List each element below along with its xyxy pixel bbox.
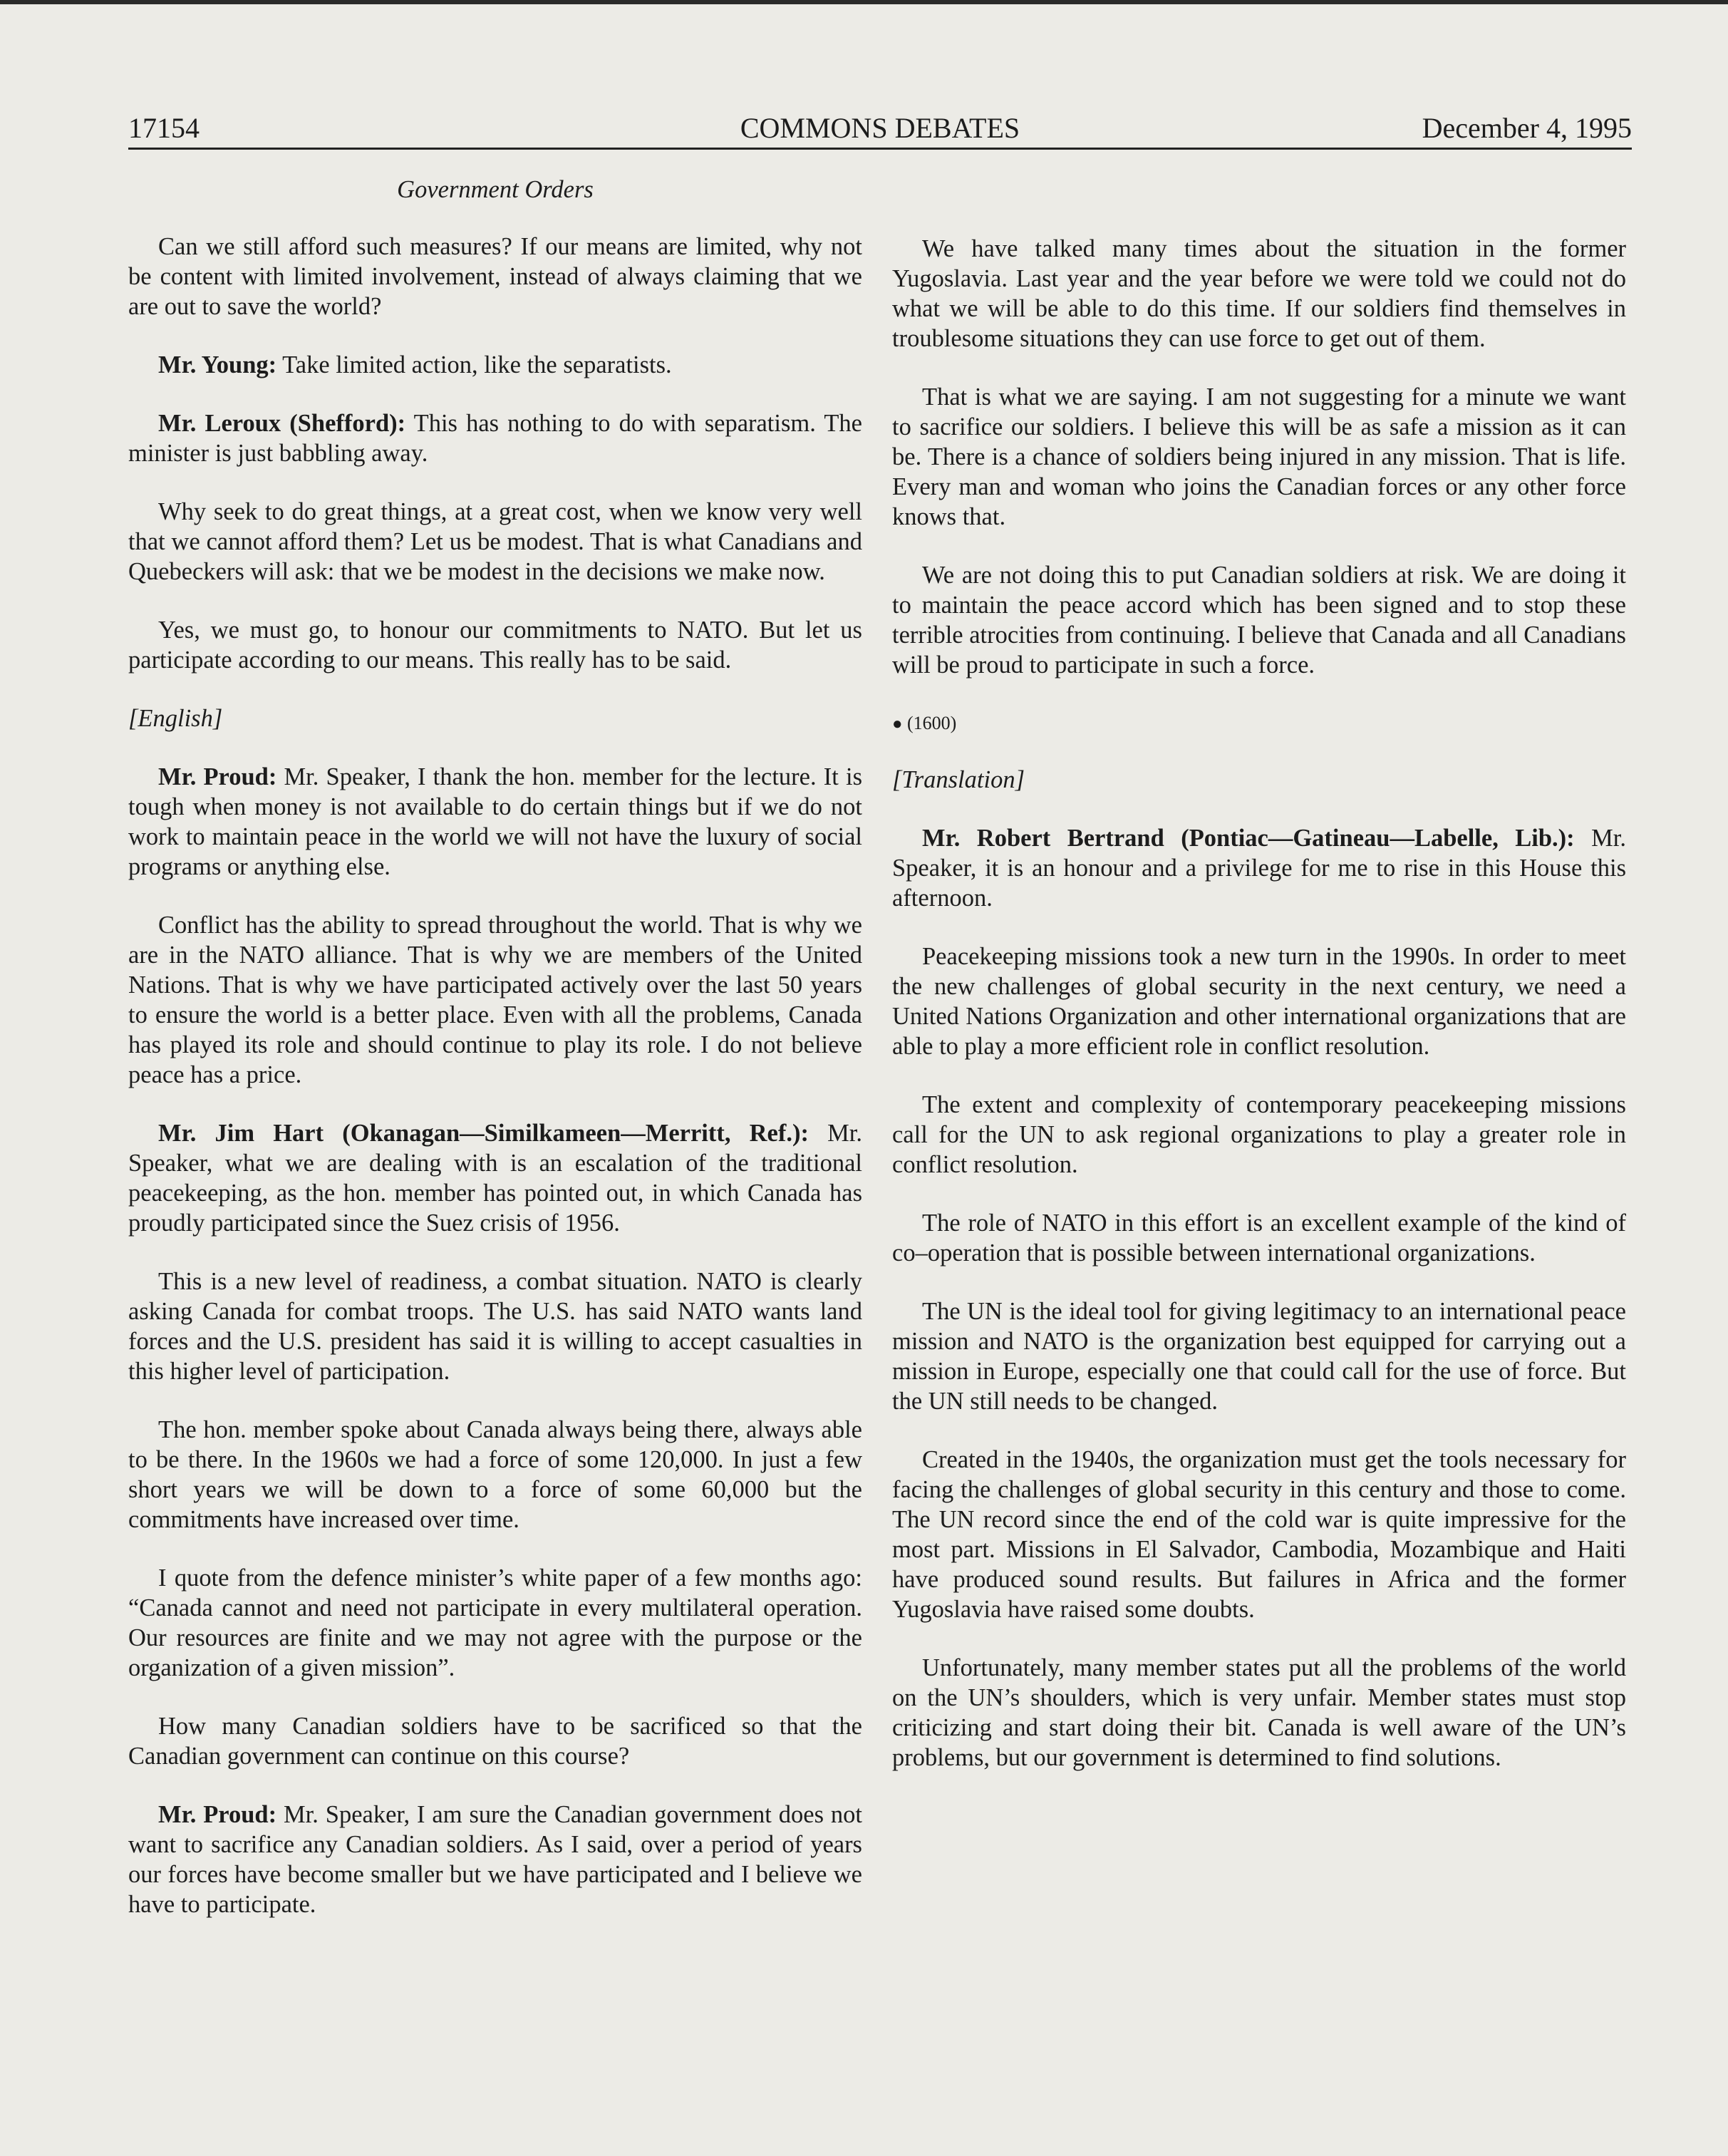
paragraph: Peacekeeping missions took a new turn in the 1990s. In order to meet the new challenges of global security in the next century, we need a United Nations Organization and other international organizations that are able to play a more efficient role in conflict resolution. xyxy=(892,943,1626,1060)
paragraph: The role of NATO in this effort is an excellent example of the kind of co–operation that is possible between international organizations. xyxy=(892,1209,1626,1267)
paragraph: Yes, we must go, to honour our commitments to NATO. But let us participate according to our means. This really has to be said. xyxy=(128,617,862,674)
paragraph: We have talked many times about the situation in the former Yugoslavia. Last year and the year before we were told we could not do what we will be able to do this time. If our soldiers find themselves in troublesome situations they can use force to get out of them. xyxy=(892,235,1626,352)
paragraph: The extent and complexity of contemporary peacekeeping missions call for the UN to ask regional organizations to play a greater role in conflict resolution. xyxy=(892,1091,1626,1178)
language-marker: [English] xyxy=(128,705,223,732)
paragraph: Conflict has the ability to spread throughout the world. That is why we are in the NATO alliance. That is why we are members of the United Nations. That is why we have participated actively over the last 50 years to ensure the world is a better place. Even with all the problems, Canada has played its role and should continue to play its role. I do not believe peace has a price. xyxy=(128,912,862,1088)
paragraph: The hon. member spoke about Canada always being there, always able to be there. In the 1960s we had a force of some 120,000. In just a few short years we will be down to a force of some 60,000 but the commitments have increased over time. xyxy=(128,1416,862,1533)
speech-text: Mr. Speaker, I thank the hon. member for the lecture. It is tough when money is not available to do certain things but if we do not work to maintain peace in the world we will not have the luxury of social programs or anything else. xyxy=(128,763,862,880)
paragraph: Why seek to do great things, at a great cost, when we know very well that we cannot afford them? Let us be modest. That is what Canadians and Quebeckers will ask: that we be modest in the decisions we make now. xyxy=(128,498,862,585)
paragraph: I quote from the defence minister’s white paper of a few months ago: “Canada cannot and need not participate in every multilateral operation. Our resources are finite and we may not agree with the purpose or the organization of a given mission”. xyxy=(128,1564,862,1681)
speaker-name: Mr. Proud: xyxy=(158,763,277,790)
speech-text: Take limited action, like the separatists. xyxy=(276,351,672,378)
speaker-name: Mr. Robert Bertrand (Pontiac—Gatineau—Labelle, Lib.): xyxy=(922,825,1575,852)
right-column xyxy=(892,234,1626,1801)
paragraph: Created in the 1940s, the organization must get the tools necessary for facing the challenges of global security in this century and those to come. The UN record since the end of the cold war is quite impressive for the most part. Missions in El Salvador, Cambodia, Mozambique and Haiti have produced sound results. But failures in Africa and the former Yugoslavia have raised some doubts. xyxy=(892,1446,1626,1623)
paragraph: Can we still afford such measures? If our means are limited, why not be content with limited involvement, instead of always claiming that we are out to save the world? xyxy=(128,233,862,320)
journal-title: COMMONS DEBATES xyxy=(740,112,1020,144)
paragraph: This is a new level of readiness, a combat situation. NATO is clearly asking Canada for combat troops. The U.S. has said NATO wants land forces and the U.S. president has said it is willing to accept casualties in this higher level of participation. xyxy=(128,1268,862,1385)
paragraph: That is what we are saying. I am not suggesting for a minute we want to sacrifice our soldiers. I believe this will be as safe a mission as it can be. There is a chance of soldiers being injured in any mission. That is life. Every man and woman who joins the Canadian forces or any other force knows that. xyxy=(892,383,1626,530)
publication-date: December 4, 1995 xyxy=(1422,112,1632,144)
speech-text: This has nothing to do with separatism. The minister is just babbling away. xyxy=(128,410,862,467)
speech-text: Mr. Speaker, I am sure the Canadian government does not want to sacrifice any Canadian soldiers. As I said, over a period of years our forces have become smaller but we have participated and I believe we have to participate. xyxy=(128,1801,862,1918)
speech-paragraph xyxy=(128,408,862,468)
paragraph: Unfortunately, many member states put all the problems of the world on the UN’s shoulders, which is very unfair. Member states must stop criticizing and start doing their bit. Canada is well aware of the UN’s problems, but our government is determined to find solutions. xyxy=(892,1654,1626,1771)
speech-paragraph xyxy=(128,350,862,380)
speech-paragraph xyxy=(128,1118,862,1238)
paragraph: The UN is the ideal tool for giving legitimacy to an international peace mission and NATO is the organization best equipped for carrying out a mission in Europe, especially one that could call for the use of force. But the UN still needs to be changed. xyxy=(892,1298,1626,1415)
paragraph: How many Canadian soldiers have to be sacrificed so that the Canadian government can continue on this course? xyxy=(128,1713,862,1770)
header-rule xyxy=(128,148,1632,150)
section-title: Government Orders xyxy=(397,176,594,203)
language-marker: [Translation] xyxy=(892,766,1025,793)
time-marker xyxy=(892,708,1626,739)
speaker-name: Mr. Proud: xyxy=(158,1801,277,1828)
speaker-name: Mr. Young: xyxy=(158,351,277,378)
paragraph: We are not doing this to put Canadian soldiers at risk. We are doing it to maintain the peace accord which has been signed and to stop these terrible atrocities from continuing. I believe that Canada and all Canadians will be proud to participate in such a force. xyxy=(892,562,1626,679)
speech-paragraph xyxy=(128,1800,862,1919)
left-column xyxy=(128,175,862,1948)
page-number: 17154 xyxy=(128,112,200,144)
time-stamp: (1600) xyxy=(907,713,957,733)
bullet-icon: ● xyxy=(892,715,903,733)
speaker-name: Mr. Leroux (Shefford): xyxy=(158,410,406,437)
speech-text: Mr. Speaker, what we are dealing with is an escalation of the traditional peacekeeping, as the hon. member has pointed out, in which Canada has proudly participated since the Suez crisis of 1956. xyxy=(128,1120,863,1237)
page-header xyxy=(128,105,1632,148)
speech-paragraph xyxy=(892,823,1626,913)
top-edge-line xyxy=(0,0,1728,4)
speech-paragraph xyxy=(128,762,862,882)
speech-text: Mr. Speaker, it is an honour and a privilege for me to rise in this House this afternoon. xyxy=(892,825,1626,912)
speaker-name: Mr. Jim Hart (Okanagan—Similkameen—Merritt, Ref.): xyxy=(158,1120,809,1147)
